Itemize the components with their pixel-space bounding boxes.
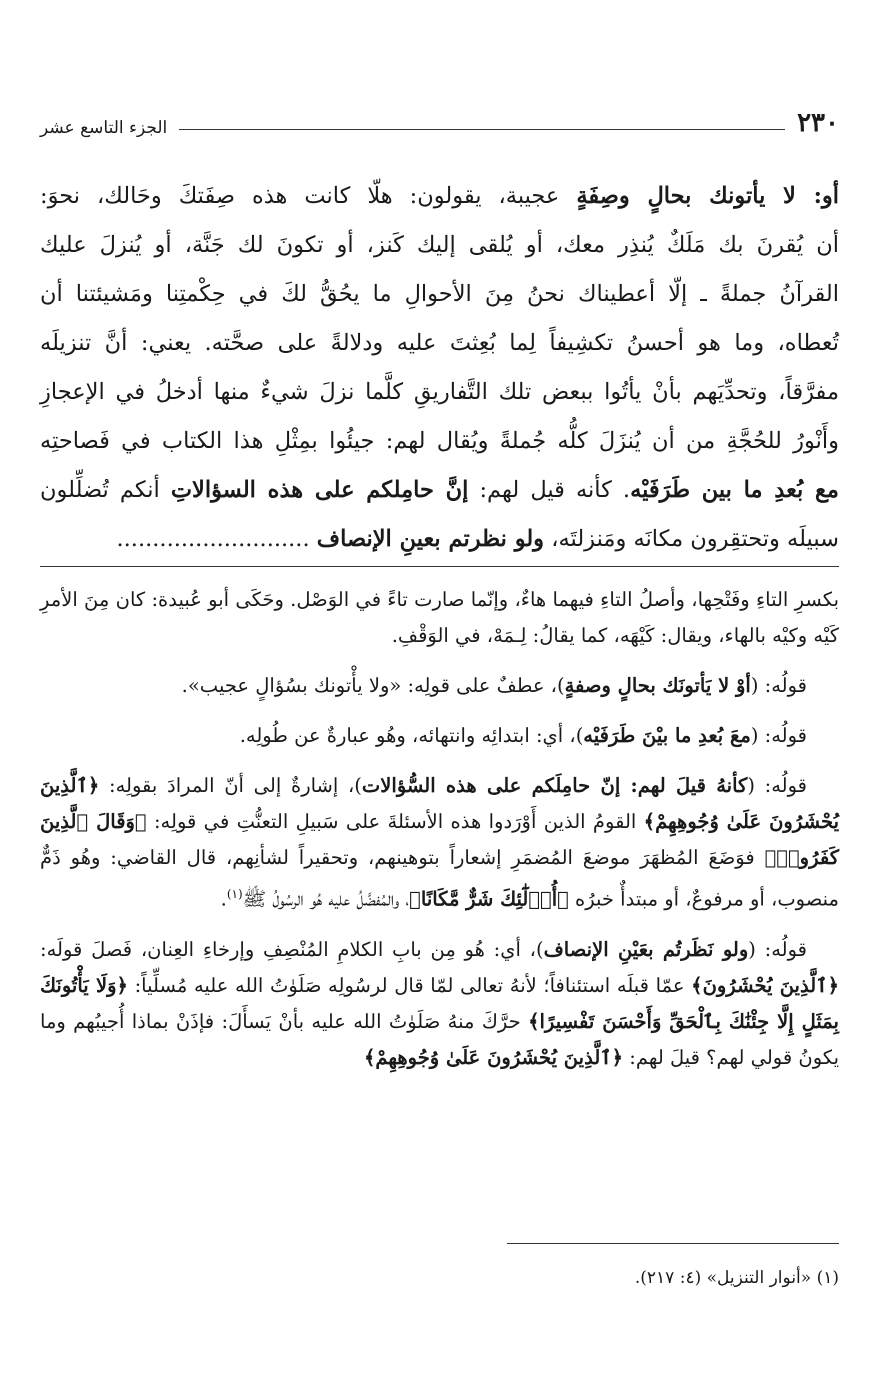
emphasized-phrase: إنَّ حامِلكم على هذه السؤالاتِ — [170, 477, 469, 503]
text-segment: وأَنْورُ للحُجَّةِ من أن يُنزَلَ كلُّه جُملةً ويُقال لهم: جيئُوا بمِثْلِ هذا الكتاب في فَصاحتِه — [40, 428, 839, 454]
main-text-line — [40, 172, 839, 221]
text-segment: قولُه: ( — [747, 774, 807, 797]
emphasized-phrase: أو: لا يأتونك بحالٍ وصِفَةٍ — [576, 183, 839, 209]
section-separator — [40, 566, 839, 567]
main-text-line — [40, 319, 839, 368]
running-title: الجزء التاسع عشر — [40, 118, 168, 138]
commentary-paragraph — [40, 668, 839, 704]
text-segment: )، أي: هُو مِن بابِ الكلامِ المُنْصِفِ وإرخاءِ العِنان، فَصلَ قولَه: — [40, 937, 544, 961]
text-segment: فوَضَعَ المُظهَرَ موضعَ المُضمَرِ إشعاراً بتوهينهم، وتحقيراً لشأنِهم، قال القاضي: وهُو ذَمٌّ منصوب، أو مرفوعٌ، أو مبتدأٌ خبرُه — [40, 846, 839, 911]
page-number: ٢٣٠ — [797, 108, 839, 138]
commentary-paragraph — [40, 932, 839, 1076]
commentary — [40, 582, 839, 1090]
commentary-paragraph — [40, 768, 839, 918]
header-rule — [179, 129, 785, 130]
text-segment: القرآنُ جملةً ـ إلّا أعطيناك نحنُ مِنَ الأحوالِ ما يحُقُّ لكَ في حِكْمتِنا ومَشيئتنا أن — [40, 281, 839, 307]
text-segment: قولُه: ( — [750, 724, 807, 747]
text-segment: قولُه: ( — [748, 937, 807, 961]
text-segment: )، إشارةٌ إلى أنّ المرادَ بقولِه: — [99, 774, 362, 797]
footnote-marker: (١) — [226, 887, 243, 901]
quran-verse: ﴿ٱلَّذِينَ يُحْشَرُونَ عَلَىٰ وُجُوهِهِمْ﴾ — [363, 1045, 624, 1069]
text-segment: . — [220, 887, 227, 911]
text-segment: قولُه: ( — [750, 674, 807, 697]
main-text-line — [40, 221, 839, 270]
main-text-line — [40, 368, 839, 417]
quran-verse: ﴿وَلَا يَأْتُونَكَ بِمَثَلٍ إِلَّا جِئْنَٰكَ بِٱلْحَقِّ وَأَحْسَنَ تَفْسِيرًا﴾ — [40, 973, 839, 1033]
emphasized-phrase: مع بُعدِ ما بين طَرَفَيْه — [630, 477, 839, 503]
footnote: (١) «أنوار التنزيل» (٤: ٢١٧). — [634, 1268, 839, 1288]
text-segment: حرَّكَ منهُ صَلَوٰتُ الله عليه بأنْ يَسأَلَ: فإذَنْ بماذا أُجيبُهم وما يكونُ قولي لهم؟ قيلَ لهم: — [40, 1009, 839, 1069]
quoted-phrase: كأنهُ قيلَ لهم: إنّ حامِلَكم على هذه السُّؤالات — [361, 774, 748, 797]
text-segment: القومُ الذين أَوْرَدوا هذه الأسئلةَ على سَبيلِ التعنُّتِ في قولِه: — [146, 810, 644, 833]
quran-verse: ﴿وَقَالَ ٱلَّذِينَ كَفَرُوا۟﴾ — [40, 810, 839, 869]
text-segment: )، عطفٌ على قولِه: «ولا يأْتونك بسُؤالٍ عجيب». — [181, 674, 565, 697]
quoted-phrase: معَ بُعدِ ما بيْنَ طَرَفَيْه — [583, 724, 751, 747]
main-text-line — [40, 515, 839, 564]
text-segment: عجيبة، يقولون: هلّا كانت هذه صِفَتكَ وحَالك، نحوَ: — [40, 183, 577, 209]
text-segment: مفرَّقاً، وتحدِّيَهم بأنْ يأتُوا ببعض تلك التَّفاريقِ كلَّما نزلَ شيءٌ منها أدخلُ في الإعجازِ — [40, 379, 839, 405]
quoted-phrase: أوْ لا يَأتونَك بحالٍ وصفةٍ — [564, 674, 751, 697]
page-header — [40, 108, 839, 138]
main-text — [40, 172, 839, 564]
emphasized-phrase: ولو نظرتم بعينِ الإنصاف — [316, 526, 545, 552]
main-text-line — [40, 270, 839, 319]
text-segment: ........................... — [116, 526, 317, 552]
footnote-rule — [507, 1243, 839, 1244]
quran-verse: ﴿ٱلَّذِينَ يُحْشَرُونَ﴾ — [691, 973, 840, 997]
text-segment: سبيلَه وتحتقِرون مكانَه ومَنزلتَه، — [544, 526, 839, 552]
text-segment: أن يُقرنَ بك مَلَكٌ يُنذِر معك، أو يُلقى إليك كَنز، أو تكونَ لك جَنَّة، أو يُنزلَ عليك — [40, 232, 839, 258]
quran-verse: ﴿أُو۟لَٰٓئِكَ شَرٌّ مَّكَانًا﴾ — [409, 887, 569, 911]
text-segment: . كأنه قيل لهم: — [468, 477, 631, 503]
quran-verse: ﴿ٱلَّذِينَ يُحْشَرُونَ عَلَىٰ وُجُوهِهِمْ﴾ — [40, 774, 839, 833]
commentary-paragraph — [40, 582, 839, 654]
main-text-line — [40, 417, 839, 466]
main-text-line — [40, 466, 839, 515]
text-segment: تُعطاه، وما هو أحسنُ تكشِيفاً لِما بُعِثتَ عليه ودلالةً على صحَّته. يعني: أنَّ تنزيلَه — [40, 330, 839, 356]
text-segment: )، أي: ابتدائِه وانتهائه، وهُو عبارةٌ عن طُولِه. — [239, 724, 584, 747]
commentary-paragraph — [40, 718, 839, 754]
text-segment: عمّا قبلَه استئنافاً؛ لأنهُ تعالى لمّا قال لرسُولِه صَلَوٰتُ الله عليه مُسلِّياً: — [127, 973, 692, 997]
text-segment: أنكم تُضلِّلون — [40, 477, 171, 503]
quoted-phrase: ولو نَظَرتُم بعَيْنِ الإنصاف — [543, 937, 749, 961]
text-segment: ، والمُفضَّلُ عليه هُو الرسُولُ ﷺ — [242, 887, 410, 911]
text-segment: بكسرِ التاءِ وفَتْحِها، وأصلُ التاءِ فيهما هاءٌ، وإنّما صارت تاءً في الوَصْل. وحَكَى أبو عُبيدة: كان مِنَ الأمرِ كَيْه وكيْه بالهاء، ويقال: كَيْهَه، كما يقالُ: لِـمَهْ، في الوَقْفِ. — [40, 588, 839, 647]
